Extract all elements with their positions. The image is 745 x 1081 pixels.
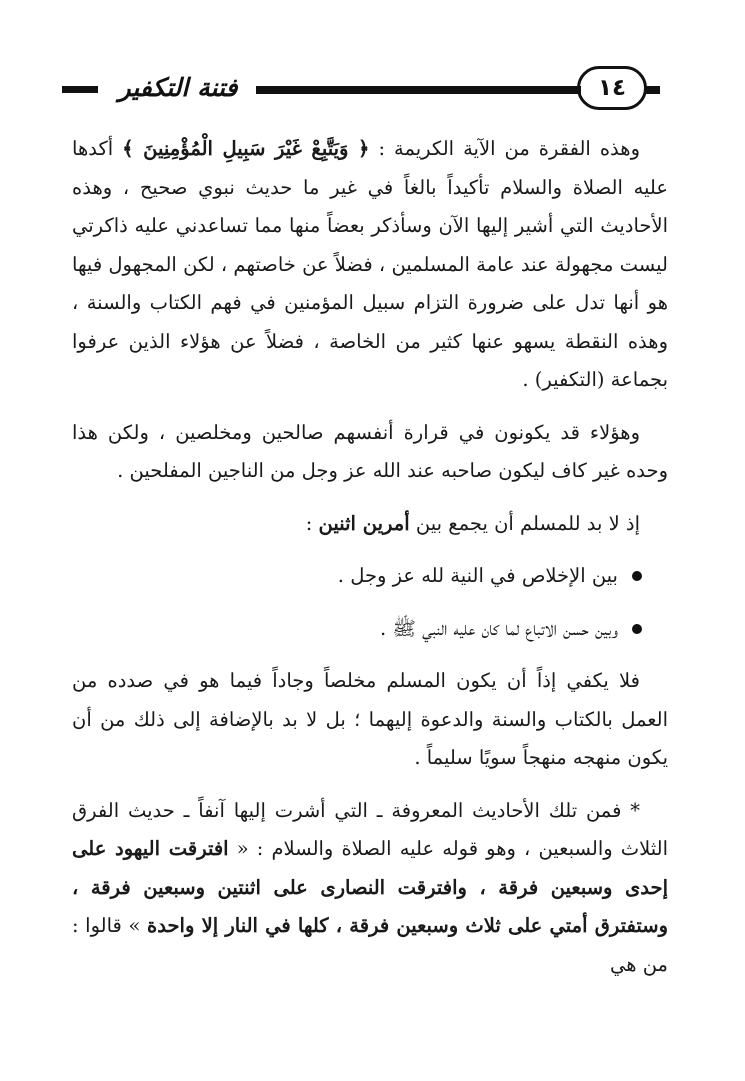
- paragraph-text: :: [305, 511, 319, 535]
- bullet-list: [72, 557, 668, 648]
- header-rule: [256, 86, 581, 94]
- running-title: فتنة التكفير: [118, 73, 238, 102]
- list-item-text: بين الإخلاص في النية لله عز وجل .: [337, 564, 618, 587]
- page-header: [62, 64, 672, 112]
- list-item: [72, 610, 642, 649]
- header-rule-right: [646, 86, 660, 94]
- quran-verse: ﴿ وَيَتَّبِعْ غَيْرَ سَبِيلِ الْمُؤْمِنِينَ ﴾: [122, 137, 370, 160]
- paragraph-lead: * فمن تلك الأحاديث المعروفة ـ التي أشرت إليها آنفاً ـ حديث الفرق الثلاث والسبعين ، وهو قوله عليه الصلاة والسلام : «: [72, 798, 669, 860]
- page-number: ١٤: [577, 66, 647, 110]
- paragraph-text: أكدها عليه الصلاة والسلام تأكيداً بالغاً في غير ما حديث نبوي صحيح ، وهذه الأحاديث التي أشير إليها الآن وسأذكر بعضاً منها مما تساعدني عليه ذاكرتي ليست مجهولة عند عامة المسلمين ، فضلاً عن خاصتهم ، لكن المجهول فيها هو أنها تدل على ضرورة التزام سبيل المؤمنين في فهم الكتاب والسنة ، وهذه النقطة يسهو عنها كثير من الخاصة ، فضلاً عن هؤلاء الذين عرفوا بجماعة (التكفير) .: [72, 137, 668, 391]
- bold-phrase: أمرين اثنين: [318, 511, 410, 535]
- paragraph-two-matters: [72, 505, 668, 544]
- paragraph-text: » قالوا : من هي: [72, 914, 668, 976]
- list-item-text: وبين حسن الاتباع لما كان عليه النبي ﷺ .: [380, 616, 618, 640]
- paragraph-method: فلا يكفي إذاً أن يكون المسلم مخلصاً وجاداً فيما هو في صدده من العمل بالكتاب والسنة والدعوة إليهما ؛ بل لا بد بالإضافة إلى ذلك من أن يكون منهجه منهجاً سويًا سليماً .: [72, 669, 668, 769]
- header-rule-left: [62, 86, 98, 93]
- bullet-icon: [632, 624, 642, 634]
- page-body: [72, 130, 668, 998]
- paragraph-lead: وهذه الفقرة من الآية الكريمة :: [369, 137, 640, 160]
- list-item: [72, 557, 642, 596]
- paragraph-verse: [72, 130, 668, 400]
- hadith-quote: افترقت اليهود على إحدى وسبعين فرقة ، وافترقت النصارى على اثنتين وسبعين فرقة ، وستفترق أمتي على ثلاث وسبعين فرقة ، كلها في النار إلا واحدة: [72, 837, 668, 937]
- bullet-icon: [632, 571, 642, 581]
- paragraph-hadith: [72, 792, 668, 985]
- paragraph-sincere: وهؤلاء قد يكونون في قرارة أنفسهم صالحين ومخلصين ، ولكن هذا وحده غير كاف ليكون صاحبه عند الله عز وجل من الناجين المفلحين .: [72, 420, 668, 482]
- paragraph-lead: إذ لا بد للمسلم أن يجمع بين: [409, 511, 640, 535]
